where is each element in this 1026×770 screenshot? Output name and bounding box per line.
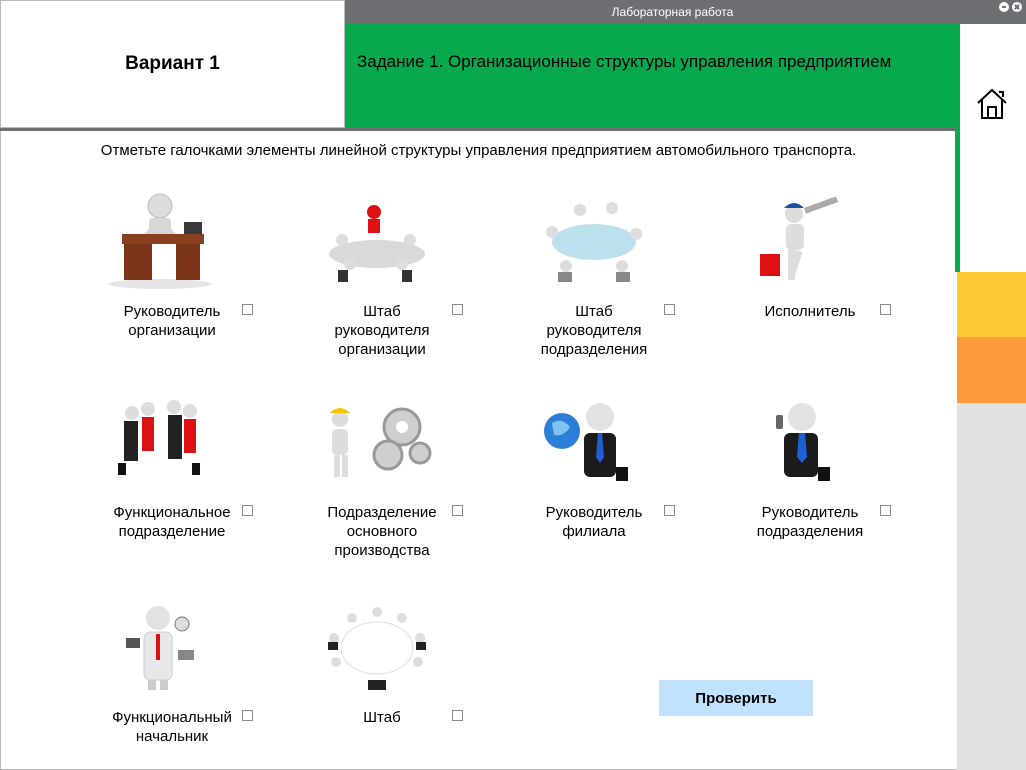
team-group-icon	[92, 393, 307, 493]
option-label: Подразделение основного производства	[327, 504, 437, 559]
home-button[interactable]	[957, 24, 1026, 272]
option-checkbox[interactable]	[452, 505, 463, 516]
option-dept-staff	[514, 192, 729, 372]
variant-label: Вариант 1	[0, 0, 345, 128]
option-label: Штаб	[363, 709, 401, 726]
option-checkbox[interactable]	[664, 304, 675, 315]
task-title: Задание 1. Организационные структуры управления предприятием	[357, 52, 892, 71]
option-label: Функциональный начальник	[112, 709, 232, 745]
option-staff	[302, 598, 517, 770]
option-functional-chief	[92, 598, 307, 770]
option-label: Исполнитель	[764, 303, 856, 320]
option-checkbox[interactable]	[664, 505, 675, 516]
option-functional-dept	[92, 393, 307, 573]
multitasking-manager-icon	[92, 598, 307, 698]
option-checkbox[interactable]	[452, 304, 463, 315]
gears-worker-icon	[302, 393, 517, 493]
sidebar-tab-orange[interactable]	[957, 337, 1026, 403]
option-org-staff	[302, 192, 517, 372]
sidebar	[957, 24, 1026, 770]
round-table-meeting-icon	[514, 192, 729, 292]
option-checkbox[interactable]	[880, 505, 891, 516]
task-header	[345, 24, 957, 128]
option-checkbox[interactable]	[242, 304, 253, 315]
option-branch-head	[514, 393, 729, 573]
option-label: Руководитель подразделения	[756, 504, 864, 540]
option-checkbox[interactable]	[242, 505, 253, 516]
option-checkbox[interactable]	[452, 710, 463, 721]
phone-businessman-icon	[730, 393, 945, 493]
instruction-text: Отметьте галочками элементы линейной структуры управления предприятием автомобильного транспорта.	[100, 142, 857, 159]
option-dept-head	[730, 393, 945, 573]
sidebar-tab-yellow[interactable]	[957, 272, 1026, 337]
option-label: Штаб руководителя подразделения	[540, 303, 648, 358]
manager-desk-icon	[92, 192, 307, 292]
window-title: Лабораторная работа	[611, 5, 734, 19]
check-button[interactable]: Проверить	[659, 680, 813, 716]
conference-table-icon	[302, 598, 517, 698]
option-label: Руководитель организации	[123, 303, 221, 339]
option-checkbox[interactable]	[880, 304, 891, 315]
option-label: Штаб руководителя организации	[334, 303, 430, 358]
option-checkbox[interactable]	[242, 710, 253, 721]
minimize-icon[interactable]	[999, 2, 1009, 12]
globe-businessman-icon	[514, 393, 729, 493]
option-label: Руководитель филиала	[545, 504, 643, 540]
home-icon	[975, 87, 1009, 121]
option-executor	[730, 192, 945, 372]
option-label: Функциональное подразделение	[113, 504, 231, 540]
close-icon[interactable]	[1012, 2, 1022, 12]
worker-with-wrench-icon	[730, 192, 945, 292]
option-org-head	[92, 192, 307, 372]
option-main-production	[302, 393, 517, 573]
meeting-table-icon	[302, 192, 517, 292]
